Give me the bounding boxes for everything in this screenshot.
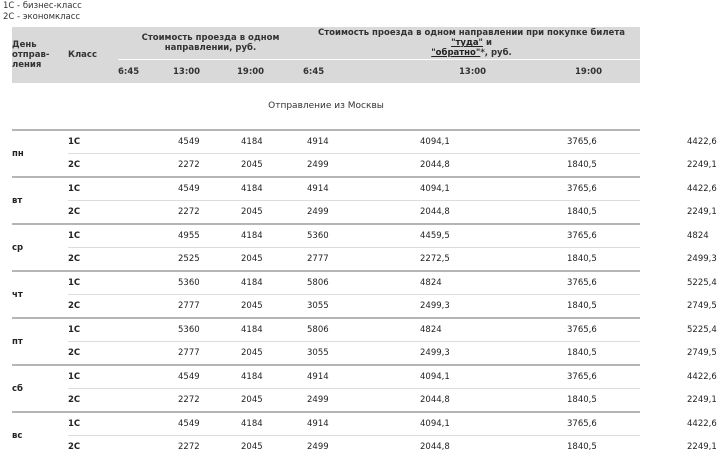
day-label: ср: [12, 224, 68, 271]
price-cell: 2499: [303, 201, 416, 225]
legend-business-class: 1С - бизнес-класс: [3, 1, 82, 12]
class-label: 1С: [68, 177, 173, 201]
time-header: 6:45: [303, 60, 416, 84]
table-row: 2С 2777 2045 3055 2499,3 1840,5 2749,5: [12, 295, 640, 319]
time-header: 13:00: [173, 60, 237, 84]
class-label: 2С: [68, 154, 173, 178]
price-cell: 2045: [237, 248, 303, 272]
price-cell: 5806: [303, 318, 416, 342]
price-cell: 2272: [173, 389, 237, 413]
class-label: 1С: [68, 365, 173, 389]
price-cell: 3055: [303, 295, 416, 319]
table-row: 2С 2272 2045 2499 2044,8 1840,5 2249,1: [12, 201, 640, 225]
price-cell: 4184: [237, 177, 303, 201]
price-cell: 2045: [237, 154, 303, 178]
legend-economy-class: 2С - экономкласс: [3, 12, 82, 23]
price-cell: 4824: [416, 318, 529, 342]
price-cell: 4459,5: [416, 224, 529, 248]
price-cell: 2777: [303, 248, 416, 272]
price-cell: 2525: [173, 248, 237, 272]
day-column-header: День отправ- ления: [12, 27, 68, 83]
price-cell: 3765,6: [529, 177, 640, 201]
table-row: пн 1С 4549 4184 4914 4094,1 3765,6 4422,6: [12, 130, 640, 154]
day-label: вс: [12, 412, 68, 458]
class-label: 2С: [68, 389, 173, 413]
table-row: вс 1С 4549 4184 4914 4094,1 3765,6 4422,6: [12, 412, 640, 436]
class-label: 1С: [68, 224, 173, 248]
link-there[interactable]: "туда": [451, 38, 483, 48]
day-group: [12, 130, 640, 177]
price-cell: 4184: [237, 130, 303, 154]
price-cell: 4094,1: [416, 412, 529, 436]
table-row: сб 1С 4549 4184 4914 4094,1 3765,6 4422,6: [12, 365, 640, 389]
table-row: 2С 2525 2045 2777 2272,5 1840,5 2499,3: [12, 248, 640, 272]
price-cell: 2272: [173, 154, 237, 178]
price-cell: 3765,6: [529, 365, 640, 389]
table-row: пт 1С 5360 4184 5806 4824 3765,6 5225,4: [12, 318, 640, 342]
price-cell: 2044,8: [416, 389, 529, 413]
price-cell: 4824: [416, 271, 529, 295]
class-label: 2С: [68, 436, 173, 458]
price-cell: 3765,6: [529, 224, 640, 248]
price-cell: 2499: [303, 389, 416, 413]
day-label: пт: [12, 318, 68, 365]
price-cell: 3765,6: [529, 271, 640, 295]
table-row: 2С 2272 2045 2499 2044,8 1840,5 2249,1: [12, 436, 640, 458]
price-cell: 1840,5: [529, 342, 640, 366]
class-label: 1С: [68, 318, 173, 342]
price-cell: 2272: [173, 201, 237, 225]
price-cell: 3765,6: [529, 130, 640, 154]
price-cell: 1840,5: [529, 295, 640, 319]
class-label: 1С: [68, 271, 173, 295]
price-cell: 4094,1: [416, 177, 529, 201]
price-cell: 5806: [303, 271, 416, 295]
class-label: 1С: [68, 412, 173, 436]
day-group: [12, 271, 640, 318]
price-cell: 4184: [237, 365, 303, 389]
price-cell: 4955: [173, 224, 237, 248]
day-group: [12, 318, 640, 365]
price-cell: 4094,1: [416, 365, 529, 389]
day-group: [12, 224, 640, 271]
day-label: чт: [12, 271, 68, 318]
class-label: 1С: [68, 130, 173, 154]
price-cell: 4549: [173, 130, 237, 154]
price-cell: 5360: [303, 224, 416, 248]
price-cell: 2499,3: [416, 342, 529, 366]
day-label: сб: [12, 365, 68, 412]
price-cell: 4184: [237, 224, 303, 248]
link-back[interactable]: "обратно": [431, 48, 480, 58]
price-cell: 4914: [303, 365, 416, 389]
price-cell: 4184: [237, 318, 303, 342]
price-cell: 1840,5: [529, 389, 640, 413]
day-group: [12, 365, 640, 412]
price-cell: 2045: [237, 436, 303, 458]
table-row: ср 1С 4955 4184 5360 4459,5 3765,6 4824: [12, 224, 640, 248]
table-row: 2С 2777 2045 3055 2499,3 1840,5 2749,5: [12, 342, 640, 366]
price-cell: 2045: [237, 342, 303, 366]
class-label: 2С: [68, 342, 173, 366]
section-title: Отправление из Москвы: [12, 83, 640, 130]
round-trip-price-header: Стоимость проезда в одном направлении при покупке билета "туда" и "обратно"*, руб.: [303, 27, 640, 60]
price-cell: 2499: [303, 436, 416, 458]
price-cell: 2499,3: [416, 295, 529, 319]
table-row: вт 1С 4549 4184 4914 4094,1 3765,6 4422,6: [12, 177, 640, 201]
price-cell: 4914: [303, 130, 416, 154]
price-cell: 2044,8: [416, 436, 529, 458]
price-cell: 3055: [303, 342, 416, 366]
price-cell: 2045: [237, 389, 303, 413]
price-cell: 3765,6: [529, 318, 640, 342]
price-cell: 2045: [237, 201, 303, 225]
price-cell: 4184: [237, 271, 303, 295]
class-legend: [3, 1, 82, 23]
price-cell: 2777: [173, 295, 237, 319]
price-cell: 2777: [173, 342, 237, 366]
price-cell: 4549: [173, 177, 237, 201]
class-label: 2С: [68, 295, 173, 319]
price-cell: 2499: [303, 154, 416, 178]
price-cell: 3765,6: [529, 412, 640, 436]
time-header: 19:00: [237, 60, 303, 84]
price-cell: 4549: [173, 412, 237, 436]
day-group: [12, 177, 640, 224]
price-cell: 2045: [237, 295, 303, 319]
table-row: 2С 2272 2045 2499 2044,8 1840,5 2249,1: [12, 154, 640, 178]
fare-table: [12, 27, 640, 458]
price-cell: 4184: [237, 412, 303, 436]
time-header: 19:00: [529, 60, 640, 84]
price-cell: 2044,8: [416, 154, 529, 178]
class-label: 2С: [68, 201, 173, 225]
one-way-price-header: Стоимость проезда в одном направлении, руб.: [118, 27, 303, 60]
time-header: 6:45: [118, 60, 173, 84]
price-cell: 1840,5: [529, 154, 640, 178]
time-header: 13:00: [416, 60, 529, 84]
price-cell: 2272,5: [416, 248, 529, 272]
day-label: пн: [12, 130, 68, 177]
day-label: вт: [12, 177, 68, 224]
price-cell: 4914: [303, 412, 416, 436]
price-cell: 4914: [303, 177, 416, 201]
price-cell: 4549: [173, 365, 237, 389]
table-row: чт 1С 5360 4184 5806 4824 3765,6 5225,4: [12, 271, 640, 295]
price-cell: 5360: [173, 271, 237, 295]
price-cell: 2044,8: [416, 201, 529, 225]
price-cell: 2272: [173, 436, 237, 458]
price-cell: 1840,5: [529, 201, 640, 225]
price-cell: 1840,5: [529, 248, 640, 272]
class-label: 2С: [68, 248, 173, 272]
class-column-header: Класс: [68, 27, 118, 83]
price-cell: 1840,5: [529, 436, 640, 458]
price-cell: 5360: [173, 318, 237, 342]
price-cell: 4094,1: [416, 130, 529, 154]
day-group: [12, 412, 640, 458]
table-row: 2С 2272 2045 2499 2044,8 1840,5 2249,1: [12, 389, 640, 413]
